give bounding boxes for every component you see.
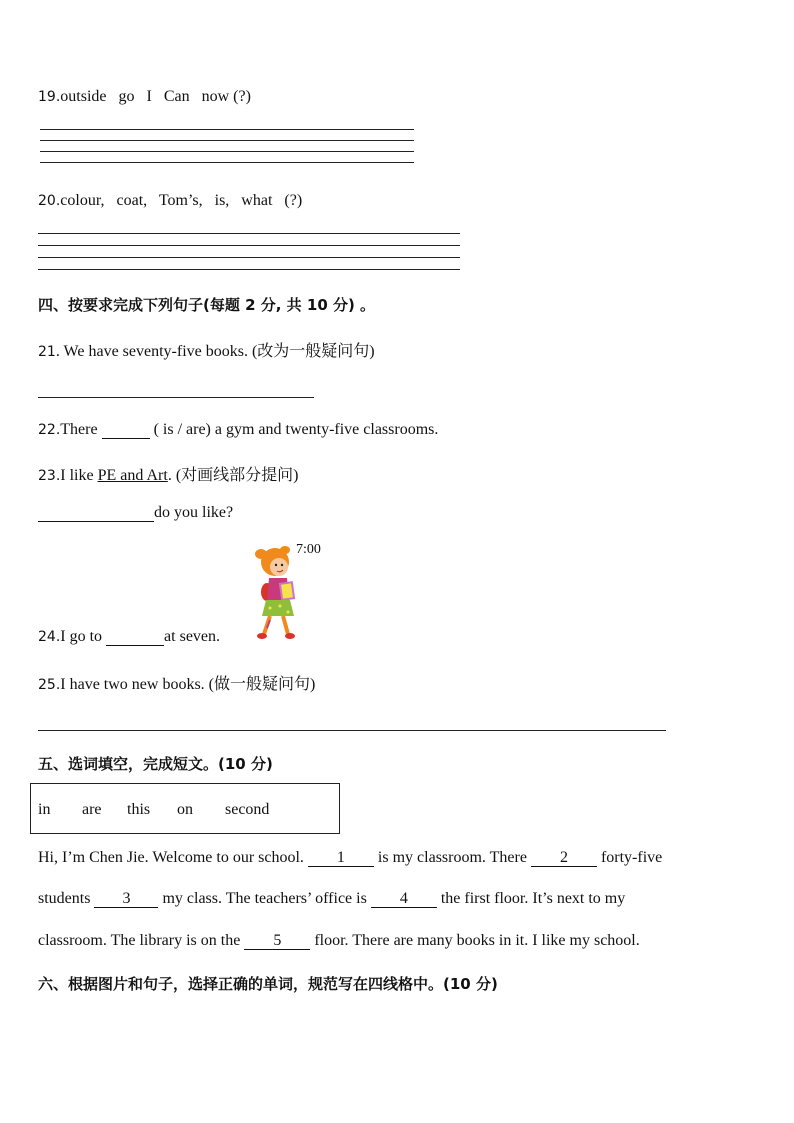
- answer-line-25[interactable]: [38, 730, 666, 731]
- word-bank-box: [30, 783, 340, 834]
- passage-blank-2[interactable]: 2: [531, 850, 597, 867]
- question-number: 23.: [38, 468, 61, 484]
- grid-line: [38, 245, 460, 246]
- question-text: I have two new books. (做一般疑问句): [60, 676, 316, 693]
- word-bank-item: are: [82, 801, 102, 818]
- girl-walking-with-books-image: [250, 542, 306, 642]
- passage-blank-1[interactable]: 1: [308, 850, 374, 867]
- grid-line: [40, 129, 414, 130]
- question-23-line2: do you like?: [38, 504, 233, 522]
- question-20: [38, 192, 302, 210]
- question-text: colour, coat, Tom’s, is, what (?): [60, 192, 303, 209]
- passage-blank-4[interactable]: 4: [371, 891, 437, 908]
- question-21: [38, 338, 375, 361]
- grid-line: [38, 257, 460, 258]
- grid-line: [40, 162, 414, 163]
- question-25: [38, 671, 315, 694]
- grid-line: [38, 233, 460, 234]
- passage-blank-5[interactable]: 5: [244, 933, 310, 950]
- passage-line-1: Hi, I’m Chen Jie. Welcome to our school. 1 is my classroom. There 2 forty-five: [38, 849, 663, 866]
- question-22: 22.There ( is / are) a gym and twenty-five classrooms.: [38, 421, 439, 438]
- passage-line-3: classroom. The library is on the 5 floor. There are many books in it. I like my school.: [38, 932, 640, 949]
- question-text: . We have seventy-five books. (改为一般疑问句): [55, 343, 375, 360]
- question-number: 21: [38, 344, 56, 360]
- passage-blank-3[interactable]: 3: [94, 891, 158, 908]
- question-19: [38, 88, 251, 106]
- answer-blank-23[interactable]: [38, 505, 154, 522]
- question-number: 24.: [38, 629, 61, 645]
- time-label: 7:00: [296, 542, 321, 557]
- passage-line-2: students 3 my class. The teachers’ office is 4 the first floor. It’s next to my: [38, 890, 626, 907]
- word-bank-item: second: [225, 801, 270, 818]
- section-6-title: 六、根据图片和句子，选择正确的单词，规范写在四线格中。(10 分): [38, 975, 498, 993]
- question-24: 24.I go to at seven.: [38, 628, 221, 645]
- word-bank-item: in: [38, 801, 51, 818]
- section-5-title: 五、选词填空，完成短文。(10 分): [38, 755, 273, 773]
- question-number: 20.: [38, 193, 61, 209]
- grid-line: [40, 151, 414, 152]
- question-text: outside go I Can now (?): [60, 88, 251, 105]
- question-number: 25.: [38, 677, 61, 693]
- answer-blank-22[interactable]: [102, 422, 150, 439]
- answer-line-21[interactable]: [38, 397, 314, 398]
- question-number: 22.: [38, 422, 61, 438]
- word-bank-item: this: [127, 801, 151, 818]
- section-4-title: 四、按要求完成下列句子(每题 2 分, 共 10 分) 。: [38, 296, 376, 314]
- answer-blank-24[interactable]: [106, 629, 164, 646]
- grid-line: [40, 140, 414, 141]
- question-23: 23.I like PE and Art. (对画线部分提问): [38, 467, 299, 484]
- underlined-phrase: PE and Art: [97, 467, 168, 484]
- word-bank-item: on: [177, 801, 193, 818]
- grid-line: [38, 269, 460, 270]
- question-number: 19.: [38, 89, 61, 105]
